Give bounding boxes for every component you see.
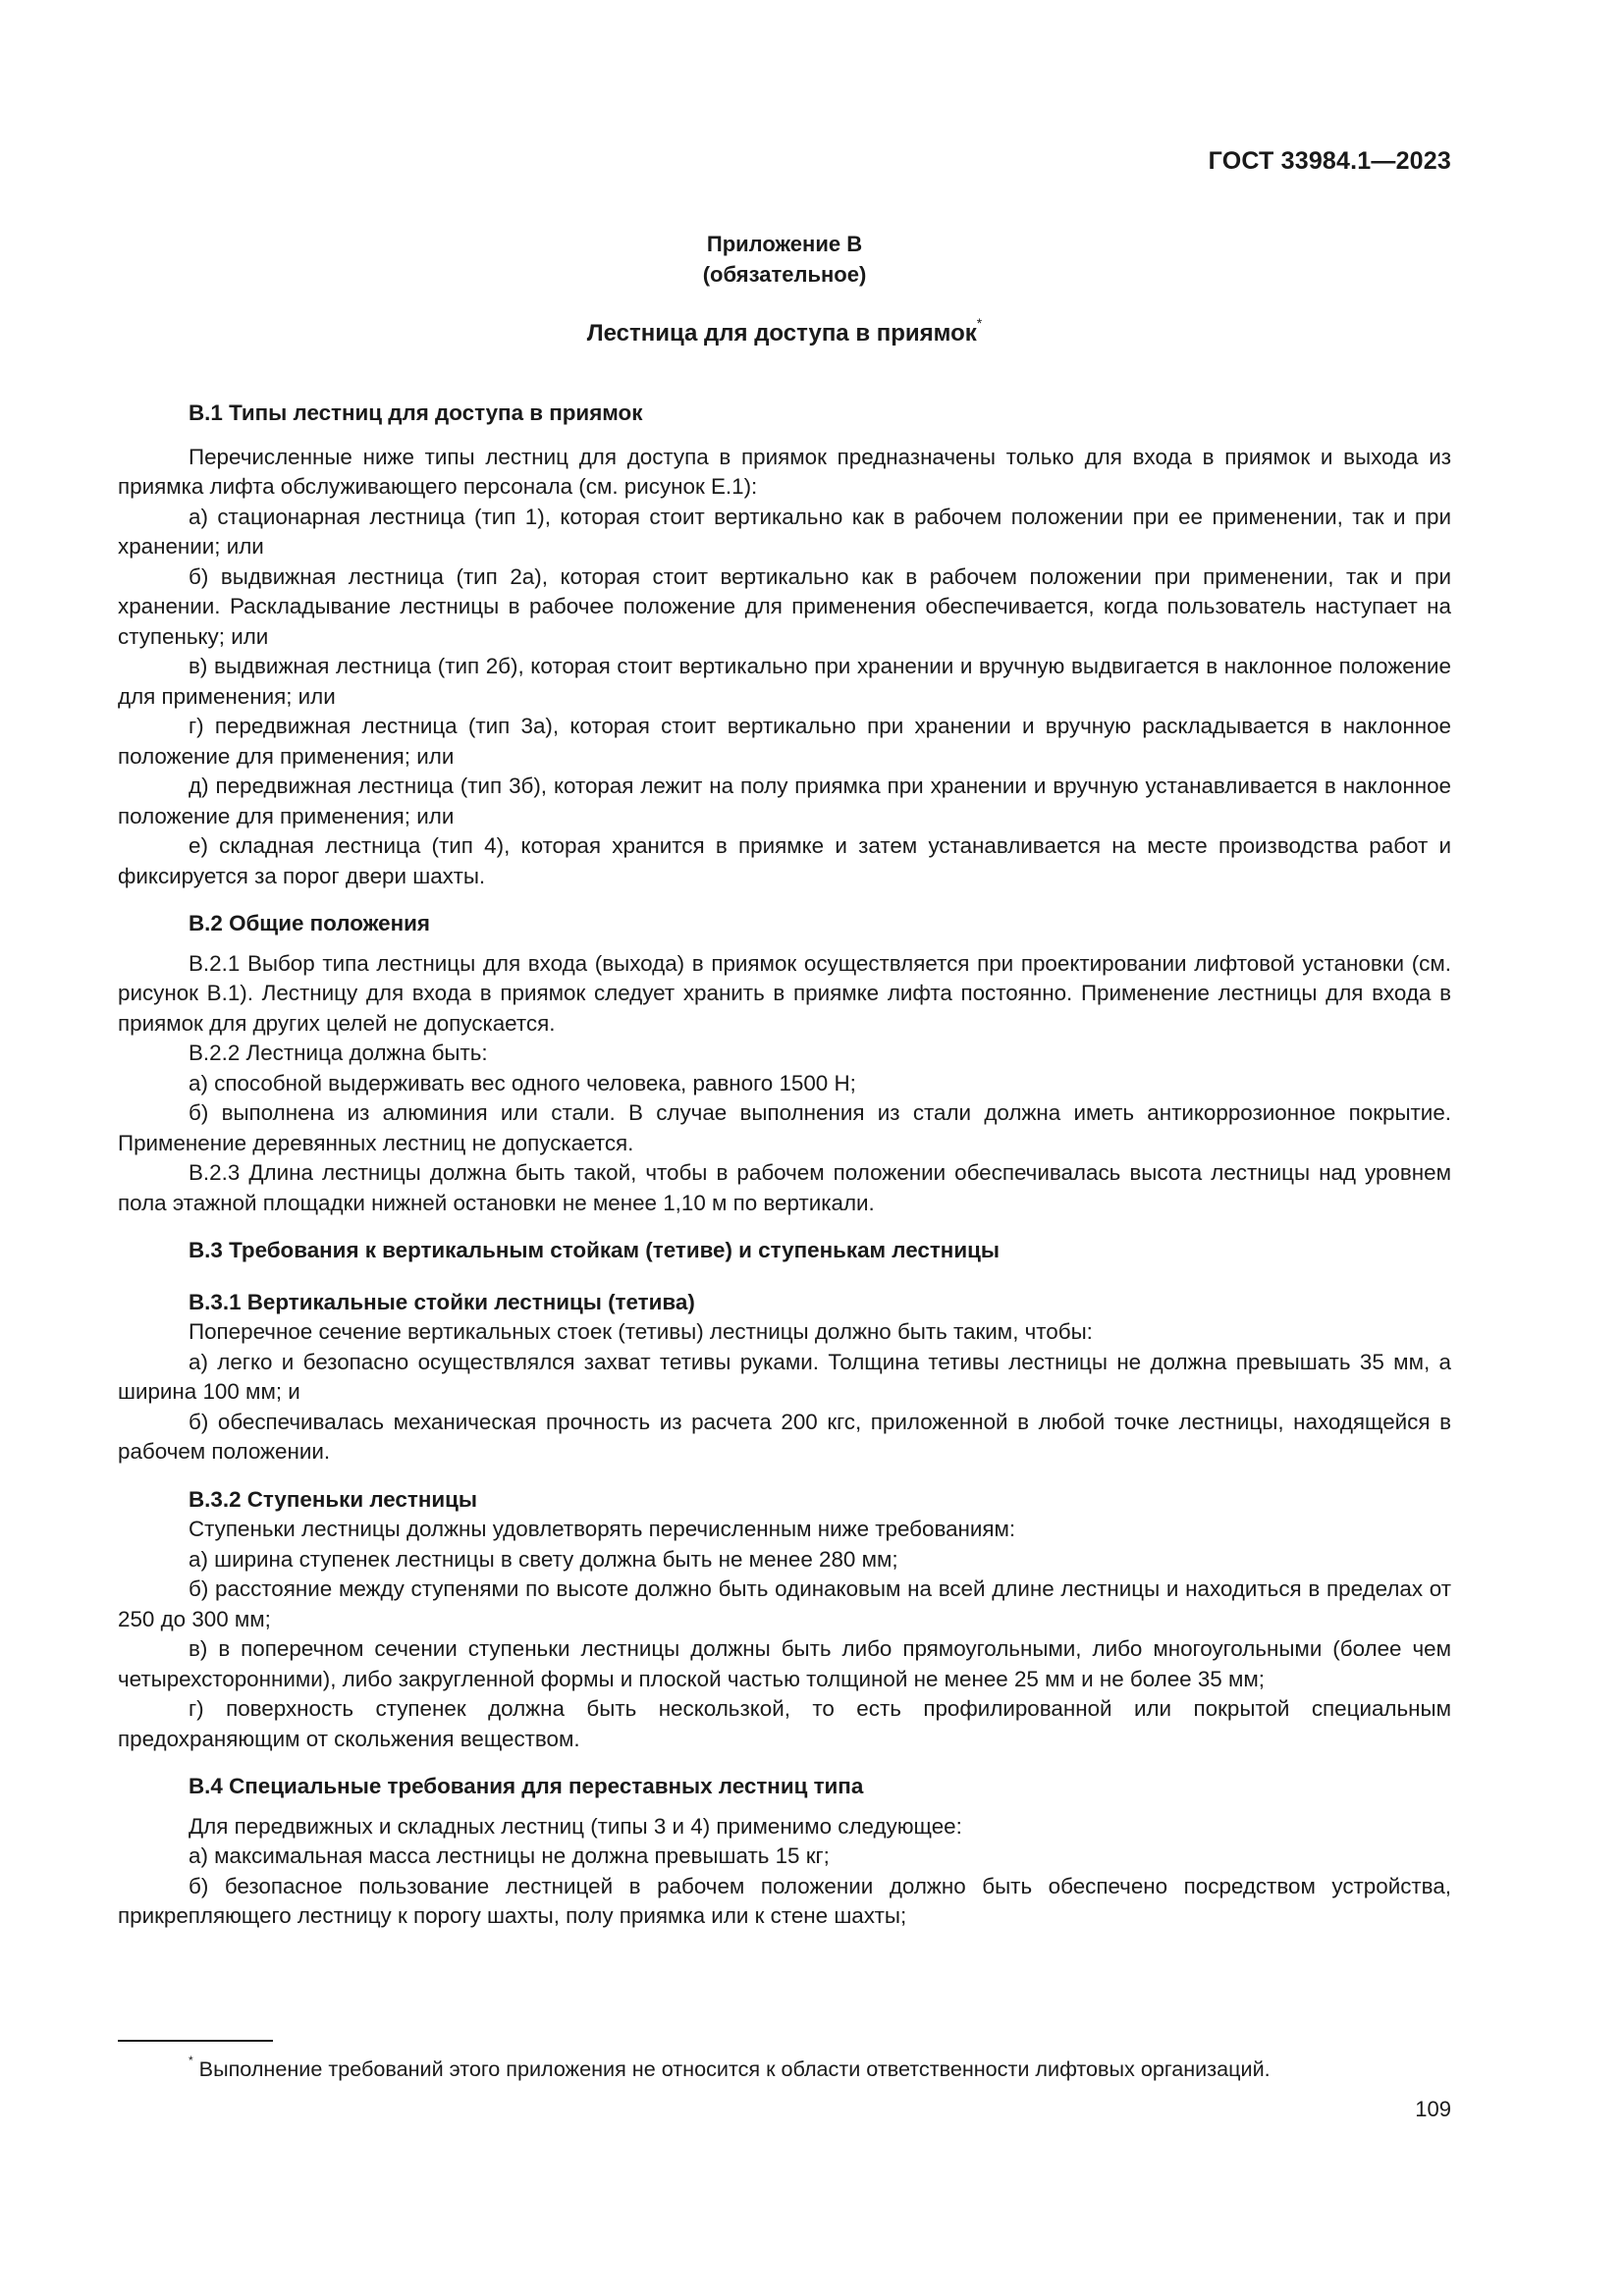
annex-title-text: Лестница для доступа в приямок xyxy=(586,320,977,347)
list-item: б) обеспечивалась механическая прочность из расчета 200 кгс, приложенной в любой точке лестницы, находящейся в рабочем положении. xyxy=(118,1409,1451,1464)
section-heading-b2: В.2 Общие положения xyxy=(189,911,430,935)
list-item: б) безопасное пользование лестницей в рабочем положении должно быть обеспечено посредством устройства, прикрепляющего лестницу к порогу шахты, полу приямка или к стене шахты; xyxy=(118,1873,1451,1928)
list-item: а) максимальная масса лестницы не должна превышать 15 кг; xyxy=(189,1843,830,1868)
footnote xyxy=(189,2050,1451,2084)
paragraph: Для передвижных и складных лестниц (типы 3 и 4) применимо следующее: xyxy=(189,1813,962,1839)
list-item: б) расстояние между ступенями по высоте должно быть одинаковым на всей длине лестницы и находиться в пределах от 250 до 300 мм; xyxy=(118,1576,1451,1631)
list-item: д) передвижная лестница (тип 3б), которая лежит на полу приямка при хранении и вручную устанавливается в наклонное положение для применения; или xyxy=(118,774,1451,828)
paragraph: Перечисленные ниже типы лестниц для доступа в приямок предназначены только для входа в приямок и выхода из приямка лифта обслуживающего персонала (см. рисунок Е.1): xyxy=(118,444,1451,499)
list-item: б) выполнена из алюминия или стали. В случае выполнения из стали должна иметь антикоррозионное покрытие. Применение деревянных лестниц не допускается. xyxy=(118,1100,1451,1155)
document-page xyxy=(118,0,1451,2296)
paragraph: В.2.2 Лестница должна быть: xyxy=(189,1041,488,1065)
paragraph: В.2.1 Выбор типа лестницы для входа (выхода) в приямок осуществляется при проектировании лифтовой установки (см. рисунок В.1). Лестницу для входа в приямок следует хранить в приямке лифта постоянно. Применение лестницы для входа в приямок для других целей не допускается. xyxy=(118,950,1451,1036)
section-heading-b1: В.1 Типы лестниц для доступа в приямок xyxy=(189,400,643,425)
list-item: г) передвижная лестница (тип 3а), которая стоит вертикально при хранении и вручную раскладывается в наклонное положение для применения; или xyxy=(118,714,1451,769)
paragraph: В.2.3 Длина лестницы должна быть такой, чтобы в рабочем положении обеспечивалась высота лестницы над уровнем пола этажной площадки нижней остановки не менее 1,10 м по вертикали. xyxy=(118,1160,1451,1215)
list-item: а) легко и безопасно осуществлялся захват тетивы руками. Толщина тетивы лестницы не должна превышать 35 мм, а ширина 100 мм; и xyxy=(118,1349,1451,1404)
list-item: г) поверхность ступенек должна быть нескользкой, то есть профилированной или покрытой специальным предохраняющим от скольжения веществом. xyxy=(118,1696,1451,1751)
paragraph: Поперечное сечение вертикальных стоек (тетивы) лестницы должно быть таким, чтобы: xyxy=(189,1319,1093,1344)
footnote-divider xyxy=(118,2040,273,2042)
document-body xyxy=(118,399,1451,1932)
list-item: в) выдвижная лестница (тип 2б), которая стоит вертикально при хранении и вручную выдвигается в наклонное положение для применения; или xyxy=(118,654,1451,709)
list-item: в) в поперечном сечении ступеньки лестницы должны быть либо прямоугольными, либо многоугольными (более чем четырехсторонними), либо закругленной формы и плоской частью толщиной не менее 25 мм и не более 35 мм; xyxy=(118,1636,1451,1691)
footnote-marker: * xyxy=(976,315,983,331)
section-heading-b4: В.4 Специальные требования для переставных лестниц типа xyxy=(189,1774,864,1798)
subsection-heading-b31: В.3.1 Вертикальные стойки лестницы (тетива) xyxy=(189,1289,695,1314)
page-number: 109 xyxy=(1415,2097,1451,2121)
paragraph: Ступеньки лестницы должны удовлетворять перечисленным ниже требованиям: xyxy=(189,1517,1016,1541)
list-item: е) складная лестница (тип 4), которая хранится в приямке и затем устанавливается на месте производства работ и фиксируется за порог двери шахты. xyxy=(118,833,1451,888)
annex-title xyxy=(118,315,1451,347)
document-id: ГОСТ 33984.1—2023 xyxy=(1208,147,1451,175)
footnote-text: Выполнение требований этого приложения не относится к области ответственности лифтовых организаций. xyxy=(198,2056,1271,2082)
list-item: а) ширина ступенек лестницы в свету должна быть не менее 280 мм; xyxy=(189,1546,898,1572)
annex-label: Приложение В xyxy=(706,232,863,256)
annex-heading xyxy=(118,229,1451,290)
list-item: а) способной выдерживать вес одного человека, равного 1500 Н; xyxy=(189,1070,856,1095)
footnote-mark: * xyxy=(189,2054,193,2067)
annex-status: (обязательное) xyxy=(702,262,867,287)
section-heading-b3: В.3 Требования к вертикальным стойкам (тетиве) и ступенькам лестницы xyxy=(189,1238,1000,1262)
list-item: а) стационарная лестница (тип 1), которая стоит вертикально как в рабочем положении при ее применении, так и при хранении; или xyxy=(118,504,1451,559)
list-item: б) выдвижная лестница (тип 2а), которая стоит вертикально как в рабочем положении при применении, так и при хранении. Раскладывание лестницы в рабочее положение для применения обеспечивается, когда пользователь наступает на ступеньку; или xyxy=(118,563,1451,649)
subsection-heading-b32: В.3.2 Ступеньки лестницы xyxy=(189,1486,478,1512)
